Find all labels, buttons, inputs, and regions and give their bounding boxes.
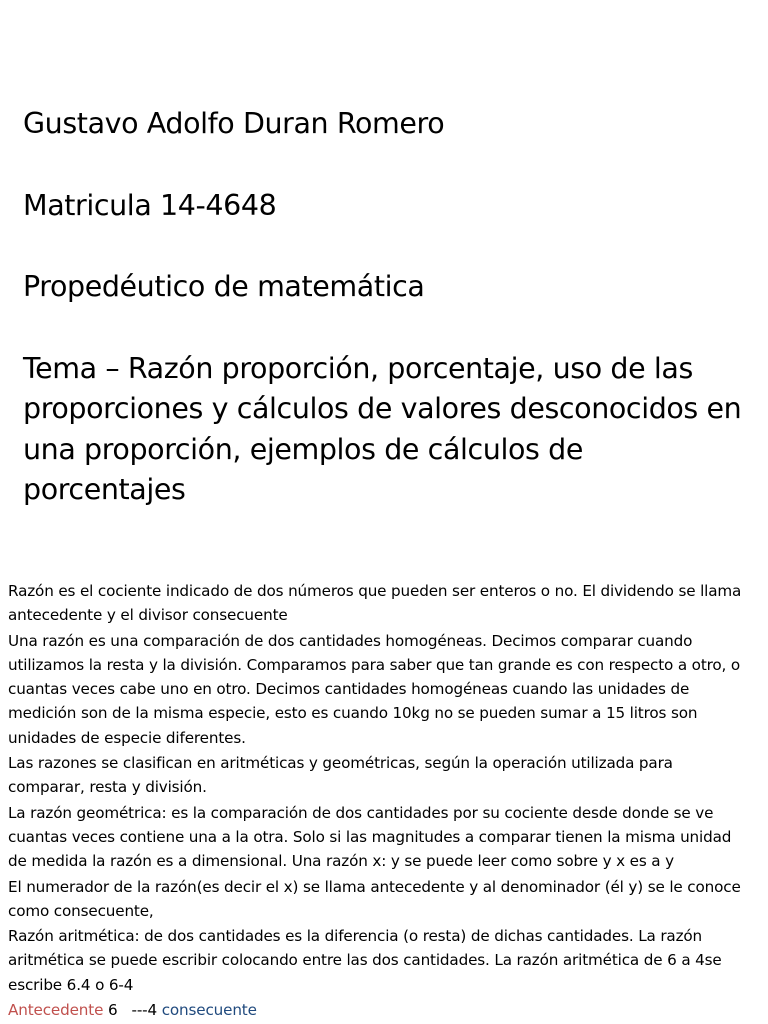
course-name: Propedéutico de matemática bbox=[23, 270, 425, 303]
paragraph-arithmetic: Razón aritmética: de dos cantidades es la diferencia (o resta) de dichas cantidades. La razón aritmética se puede escribir colocando entre las dos cantidades. La razón aritmética de 6 a 4se escribe 6.4 o 6-4 bbox=[8, 927, 722, 994]
title-block bbox=[23, 104, 743, 511]
antecedente-label: Antecedente bbox=[8, 1001, 104, 1020]
paragraph-numerator: El numerador de la razón(es decir el x) se llama antecedente y al denominador (él y) se le conoce como consecuente, bbox=[8, 877, 741, 920]
consecuente-label: consecuente bbox=[161, 1001, 257, 1020]
example-values: 6 ---4 bbox=[103, 1001, 162, 1020]
topic-title: Tema – Razón proporción, porcentaje, uso de las proporciones y cálculos de valores desconocidos en una proporción, ejemplos de cálculos de porcentajes bbox=[23, 351, 742, 506]
author-name: Gustavo Adolfo Duran Romero bbox=[23, 107, 445, 140]
body-text bbox=[8, 579, 753, 1023]
example-line bbox=[8, 998, 753, 1022]
paragraph-classification: Las razones se clasifican en aritméticas y geométricas, según la operación utilizada para comparar, resta y división. bbox=[8, 754, 673, 797]
paragraph-geometric: La razón geométrica: es la comparación de dos cantidades por su cociente desde donde se ve cuantas veces contiene una a la otra. Solo si las magnitudes a comparar tienen la misma unidad de medida la razón es a dimensional. Una razón x: y se puede leer como sobre y x es a y bbox=[8, 803, 732, 871]
matricula: Matricula 14-4648 bbox=[23, 188, 277, 222]
paragraph-comparison: Una razón es una comparación de dos cantidades homogéneas. Decimos comparar cuando utilizamos la resta y la división. Comparamos para saber que tan grande es con respecto a otro, o cuantas veces cabe uno en otro. Decimos cantidades homogéneas cuando las unidades de medición son de la misma especie, esto es cuando 10kg no se pueden sumar a 15 litros son unidades de especie diferentes. bbox=[8, 631, 741, 747]
paragraph-definition: Razón es el cociente indicado de dos números que pueden ser enteros o no. El dividendo se llama antecedente y el divisor consecuente bbox=[8, 582, 742, 625]
